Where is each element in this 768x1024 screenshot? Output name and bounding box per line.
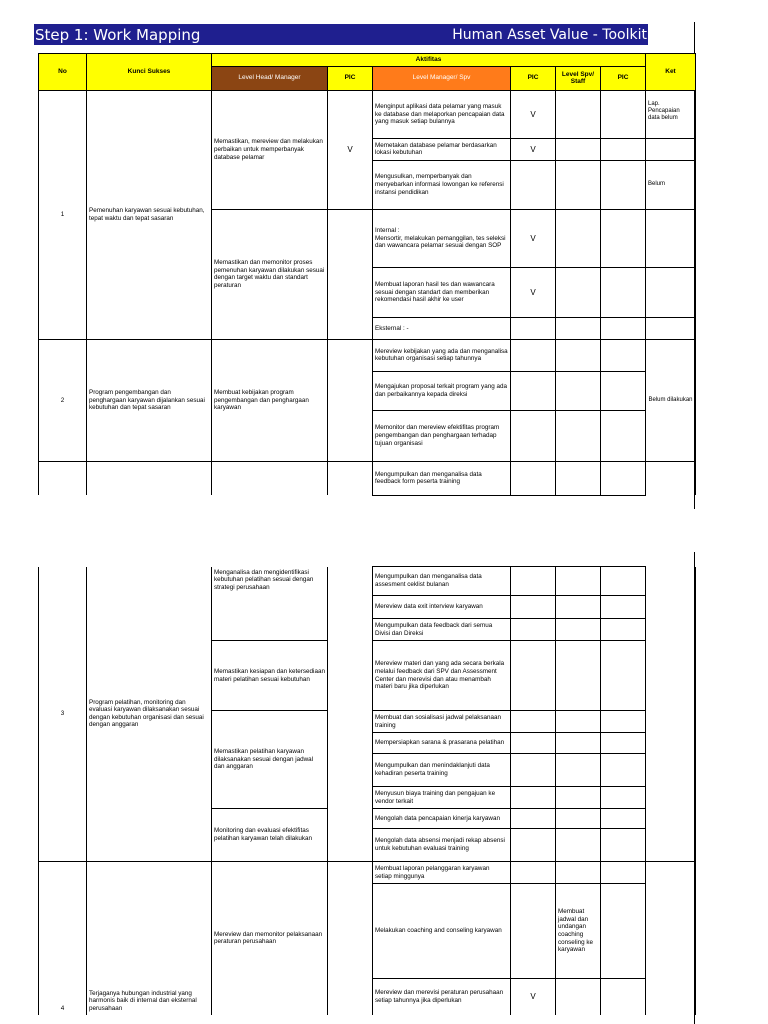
row-1-manager-6: Eksternal : - bbox=[373, 317, 511, 339]
empty-cell bbox=[556, 371, 601, 410]
empty-cell bbox=[511, 410, 556, 461]
empty-cell bbox=[601, 339, 646, 371]
row-3-manager-7: Mengumpulkan dan menindaklanjuti data kehadiran peserta training bbox=[373, 754, 511, 787]
row-4-no: 4 bbox=[39, 862, 87, 1015]
empty-cell bbox=[556, 619, 601, 641]
empty-cell bbox=[556, 267, 601, 317]
empty-cell bbox=[556, 209, 601, 267]
row-3-manager-4: Mereview materi dan yang ada secara berkala melalui feedback dari SPV dan Assessment Center dan merevisi dan atau menambah materi baru jika diperlukan bbox=[373, 641, 511, 711]
empty-cell bbox=[511, 733, 556, 754]
empty-cell bbox=[601, 138, 646, 160]
row-3-kunci: Program pelatihan, monitoring dan evaluasi karyawan dilaksanakan sesuai dengan kebutuhan organisasi dan sesuai dengan anggaran bbox=[87, 567, 212, 862]
row-3-manager-2: Mereview data exit interview karyawan bbox=[373, 596, 511, 619]
row-4-spv: Membuat jadwal dan undangan coaching conseling ke karyawan bbox=[556, 884, 601, 979]
header-level-head: Level Head/ Manager bbox=[212, 66, 328, 90]
row-1-ket-2: Belum bbox=[646, 160, 696, 209]
empty-cell bbox=[87, 461, 212, 495]
empty-cell bbox=[556, 641, 601, 711]
empty-cell bbox=[601, 317, 646, 339]
empty-cell bbox=[646, 138, 696, 160]
empty-cell bbox=[511, 317, 556, 339]
sheet-title: Step 1: Work Mapping bbox=[35, 25, 201, 44]
row-1-head-a-pic: V bbox=[328, 90, 373, 209]
empty-cell bbox=[646, 461, 696, 495]
row-1-kunci: Pemenuhan karyawan sesuai kebutuhan, tepat waktu dan tepat sasaran bbox=[87, 90, 212, 339]
row-3-head-c: Memastikan pelatihan karyawan dilaksanakan sesuai dengan jadwal dan anggaran bbox=[212, 711, 328, 809]
work-mapping-table-2 bbox=[38, 566, 696, 1015]
row-3-manager-10: Mengolah data absensi menjadi rekap absensi untuk kebutuhan evaluasi training bbox=[373, 829, 511, 862]
row-1-head-a: Memastikan, mereview dan melakukan perbaikan untuk memperbanyak database pelamar bbox=[212, 90, 328, 209]
row-1-spv-1 bbox=[556, 90, 601, 138]
empty-cell bbox=[212, 461, 328, 495]
row-4-kunci: Terjaganya hubungan industrial yang harmonis baik di internal dan eksternal perusahaan bbox=[87, 862, 212, 1015]
empty-cell bbox=[556, 596, 601, 619]
row-1-manager-2-pic: V bbox=[511, 138, 556, 160]
row-1-manager-2: Memetakan database pelamar berdasarkan lokasi kebutuhan bbox=[373, 138, 511, 160]
header-pic-2: PIC bbox=[511, 66, 556, 90]
empty-cell bbox=[556, 787, 601, 809]
header-no: No bbox=[39, 54, 87, 91]
row-2-manager-2: Mengajukan proposal terkait program yang ada dan perbaikannya kepada direksi bbox=[373, 371, 511, 410]
empty-cell bbox=[601, 754, 646, 787]
empty-cell bbox=[511, 862, 556, 884]
row-1-manager-1: Menginput aplikasi data pelamar yang masuk ke database dan melaporkan pencapaian data yang masuk setiap bulannya bbox=[373, 90, 511, 138]
empty-cell bbox=[601, 160, 646, 209]
empty-cell bbox=[511, 619, 556, 641]
row-1-no: 1 bbox=[39, 90, 87, 339]
row-3-head-b: Memastikan kesiapan dan ketersediaan materi pelatihan sesuai kebutuhan bbox=[212, 641, 328, 711]
header-ket: Ket bbox=[646, 54, 696, 91]
empty-cell bbox=[601, 884, 646, 979]
empty-cell bbox=[511, 809, 556, 829]
empty-cell bbox=[601, 410, 646, 461]
empty-cell bbox=[646, 317, 696, 339]
row-2b-manager-1: Mengumpulkan dan menganalisa data feedback form peserta training bbox=[373, 461, 511, 495]
row-2-manager-3: Memonitor dan mereview efektifitas program pengembangan dan penghargaan terhadap tujuan organisasi bbox=[373, 410, 511, 461]
empty-cell bbox=[646, 567, 696, 862]
work-mapping-table-1 bbox=[38, 53, 696, 496]
row-3-manager-9: Mengolah data pencapaian kinerja karyawan bbox=[373, 809, 511, 829]
row-1-manager-5-pic: V bbox=[511, 267, 556, 317]
empty-cell bbox=[601, 371, 646, 410]
row-1-spv-1-pic bbox=[601, 90, 646, 138]
empty-cell bbox=[511, 567, 556, 596]
empty-cell bbox=[646, 267, 696, 317]
row-3-head-d: Monitoring dan evaluasi efektifitas pelatihan karyawan telah dilakukan bbox=[212, 809, 328, 862]
empty-cell bbox=[601, 979, 646, 1015]
empty-cell bbox=[556, 410, 601, 461]
empty-cell bbox=[556, 160, 601, 209]
empty-cell bbox=[556, 461, 601, 495]
empty-cell bbox=[511, 787, 556, 809]
empty-cell bbox=[556, 829, 601, 862]
row-1-head-b: Memastikan dan memonitor proses pemenuhan karyawan dilakukan sesuai dengan target waktu dan standart peraturan bbox=[212, 209, 328, 339]
row-2-kunci: Program pengembangan dan penghargaan karyawan dijalankan sesuai kebutuhan dan tepat sasaran bbox=[87, 339, 212, 461]
header-kunci-sukses: Kunci Sukses bbox=[87, 54, 212, 91]
header-level-manager: Level Manager/ Spv bbox=[373, 66, 511, 90]
row-4-head: Mereview dan memonitor pelaksanaan peraturan perusahaan bbox=[212, 862, 328, 1015]
header-pic-1: PIC bbox=[328, 66, 373, 90]
empty-cell bbox=[511, 711, 556, 733]
empty-cell bbox=[646, 209, 696, 267]
empty-cell bbox=[328, 461, 373, 495]
row-3-manager-5: Membuat dan sosialisasi jadwal pelaksanaan training bbox=[373, 711, 511, 733]
row-3-manager-1: Mengumpulkan dan menganalisa data assesment ceklist bulanan bbox=[373, 567, 511, 596]
toolkit-title: Human Asset Value - Toolkit bbox=[452, 26, 647, 43]
empty-cell bbox=[556, 711, 601, 733]
empty-cell bbox=[511, 371, 556, 410]
row-4-manager-1: Membuat laporan pelanggaran karyawan setiap minggunya bbox=[373, 862, 511, 884]
row-4-manager-3: Mereview dan merevisi peraturan perusahaan setiap tahunnya jika diperlukan bbox=[373, 979, 511, 1015]
empty-cell bbox=[556, 567, 601, 596]
row-2-ket: Belum dilakukan bbox=[646, 339, 696, 461]
empty-cell bbox=[511, 339, 556, 371]
empty-cell bbox=[601, 567, 646, 596]
row-1-manager-4: Internal : Mensortir, melakukan pemanggilan, tes seleksi dan wawancara pelamar sesuai dengan SOP bbox=[373, 209, 511, 267]
row-3-manager-3: Mengumpulkan data feedback dari semua Divisi dan Direksi bbox=[373, 619, 511, 641]
empty-cell bbox=[328, 862, 373, 1015]
empty-cell bbox=[511, 641, 556, 711]
row-2-manager-1: Mereview kebijakan yang ada dan menganalisa kebutuhan organisasi setiap tahunnya bbox=[373, 339, 511, 371]
header-aktifitas: Aktifitas bbox=[212, 54, 646, 67]
empty-cell bbox=[601, 267, 646, 317]
empty-cell bbox=[328, 209, 373, 339]
row-1-manager-1-pic: V bbox=[511, 90, 556, 138]
empty-cell bbox=[601, 862, 646, 884]
row-4-manager-3-pic: V bbox=[511, 979, 556, 1015]
empty-cell bbox=[601, 596, 646, 619]
empty-cell bbox=[511, 160, 556, 209]
empty-cell bbox=[556, 138, 601, 160]
empty-cell bbox=[511, 596, 556, 619]
row-4-manager-2: Melakukan coaching and conseling karyawan bbox=[373, 884, 511, 979]
row-2-head: Membuat kebijakan program pengembangan dan penghargaan karyawan bbox=[212, 339, 328, 461]
row-3-manager-8: Menyusun biaya training dan pengajuan ke vendor terkait bbox=[373, 787, 511, 809]
title-bar bbox=[34, 24, 648, 45]
empty-cell bbox=[556, 979, 601, 1015]
empty-cell bbox=[511, 829, 556, 862]
empty-cell bbox=[556, 754, 601, 787]
empty-cell bbox=[601, 733, 646, 754]
empty-cell bbox=[601, 787, 646, 809]
empty-cell bbox=[556, 809, 601, 829]
empty-cell bbox=[556, 339, 601, 371]
empty-cell bbox=[328, 567, 373, 862]
empty-cell bbox=[601, 209, 646, 267]
empty-cell bbox=[511, 461, 556, 495]
empty-cell bbox=[601, 619, 646, 641]
empty-cell bbox=[601, 641, 646, 711]
empty-cell bbox=[646, 862, 696, 1015]
empty-cell bbox=[556, 862, 601, 884]
row-2-no: 2 bbox=[39, 339, 87, 461]
row-1-manager-5: Membuat laporan hasil tes dan wawancara sesuai dengan standart dan memberikan rekomendasi hasil akhir ke user bbox=[373, 267, 511, 317]
row-3-manager-6: Mempersiapkan sarana & prasarana pelatihan bbox=[373, 733, 511, 754]
header-level-spv: Level Spv/ Staff bbox=[556, 66, 601, 90]
empty-cell bbox=[39, 461, 87, 495]
empty-cell bbox=[511, 884, 556, 979]
empty-cell bbox=[556, 733, 601, 754]
empty-cell bbox=[511, 754, 556, 787]
row-1-ket-1: Lap. Pencapaian data belum bbox=[646, 90, 696, 138]
row-1-manager-3: Mengusulkan, memperbanyak dan menyebarkan informasi lowongan ke referensi instansi pendidikan bbox=[373, 160, 511, 209]
empty-cell bbox=[601, 461, 646, 495]
header-pic-3: PIC bbox=[601, 66, 646, 90]
empty-cell bbox=[328, 339, 373, 461]
empty-cell bbox=[601, 829, 646, 862]
empty-cell bbox=[556, 317, 601, 339]
empty-cell bbox=[601, 809, 646, 829]
row-3-no: 3 bbox=[39, 567, 87, 862]
empty-cell bbox=[601, 711, 646, 733]
row-1-manager-4-pic: V bbox=[511, 209, 556, 267]
row-3-head-a: Menganalisa dan mengidentifikasi kebutuhan pelatihan sesuai dengan strategi perusahaan bbox=[212, 567, 328, 641]
